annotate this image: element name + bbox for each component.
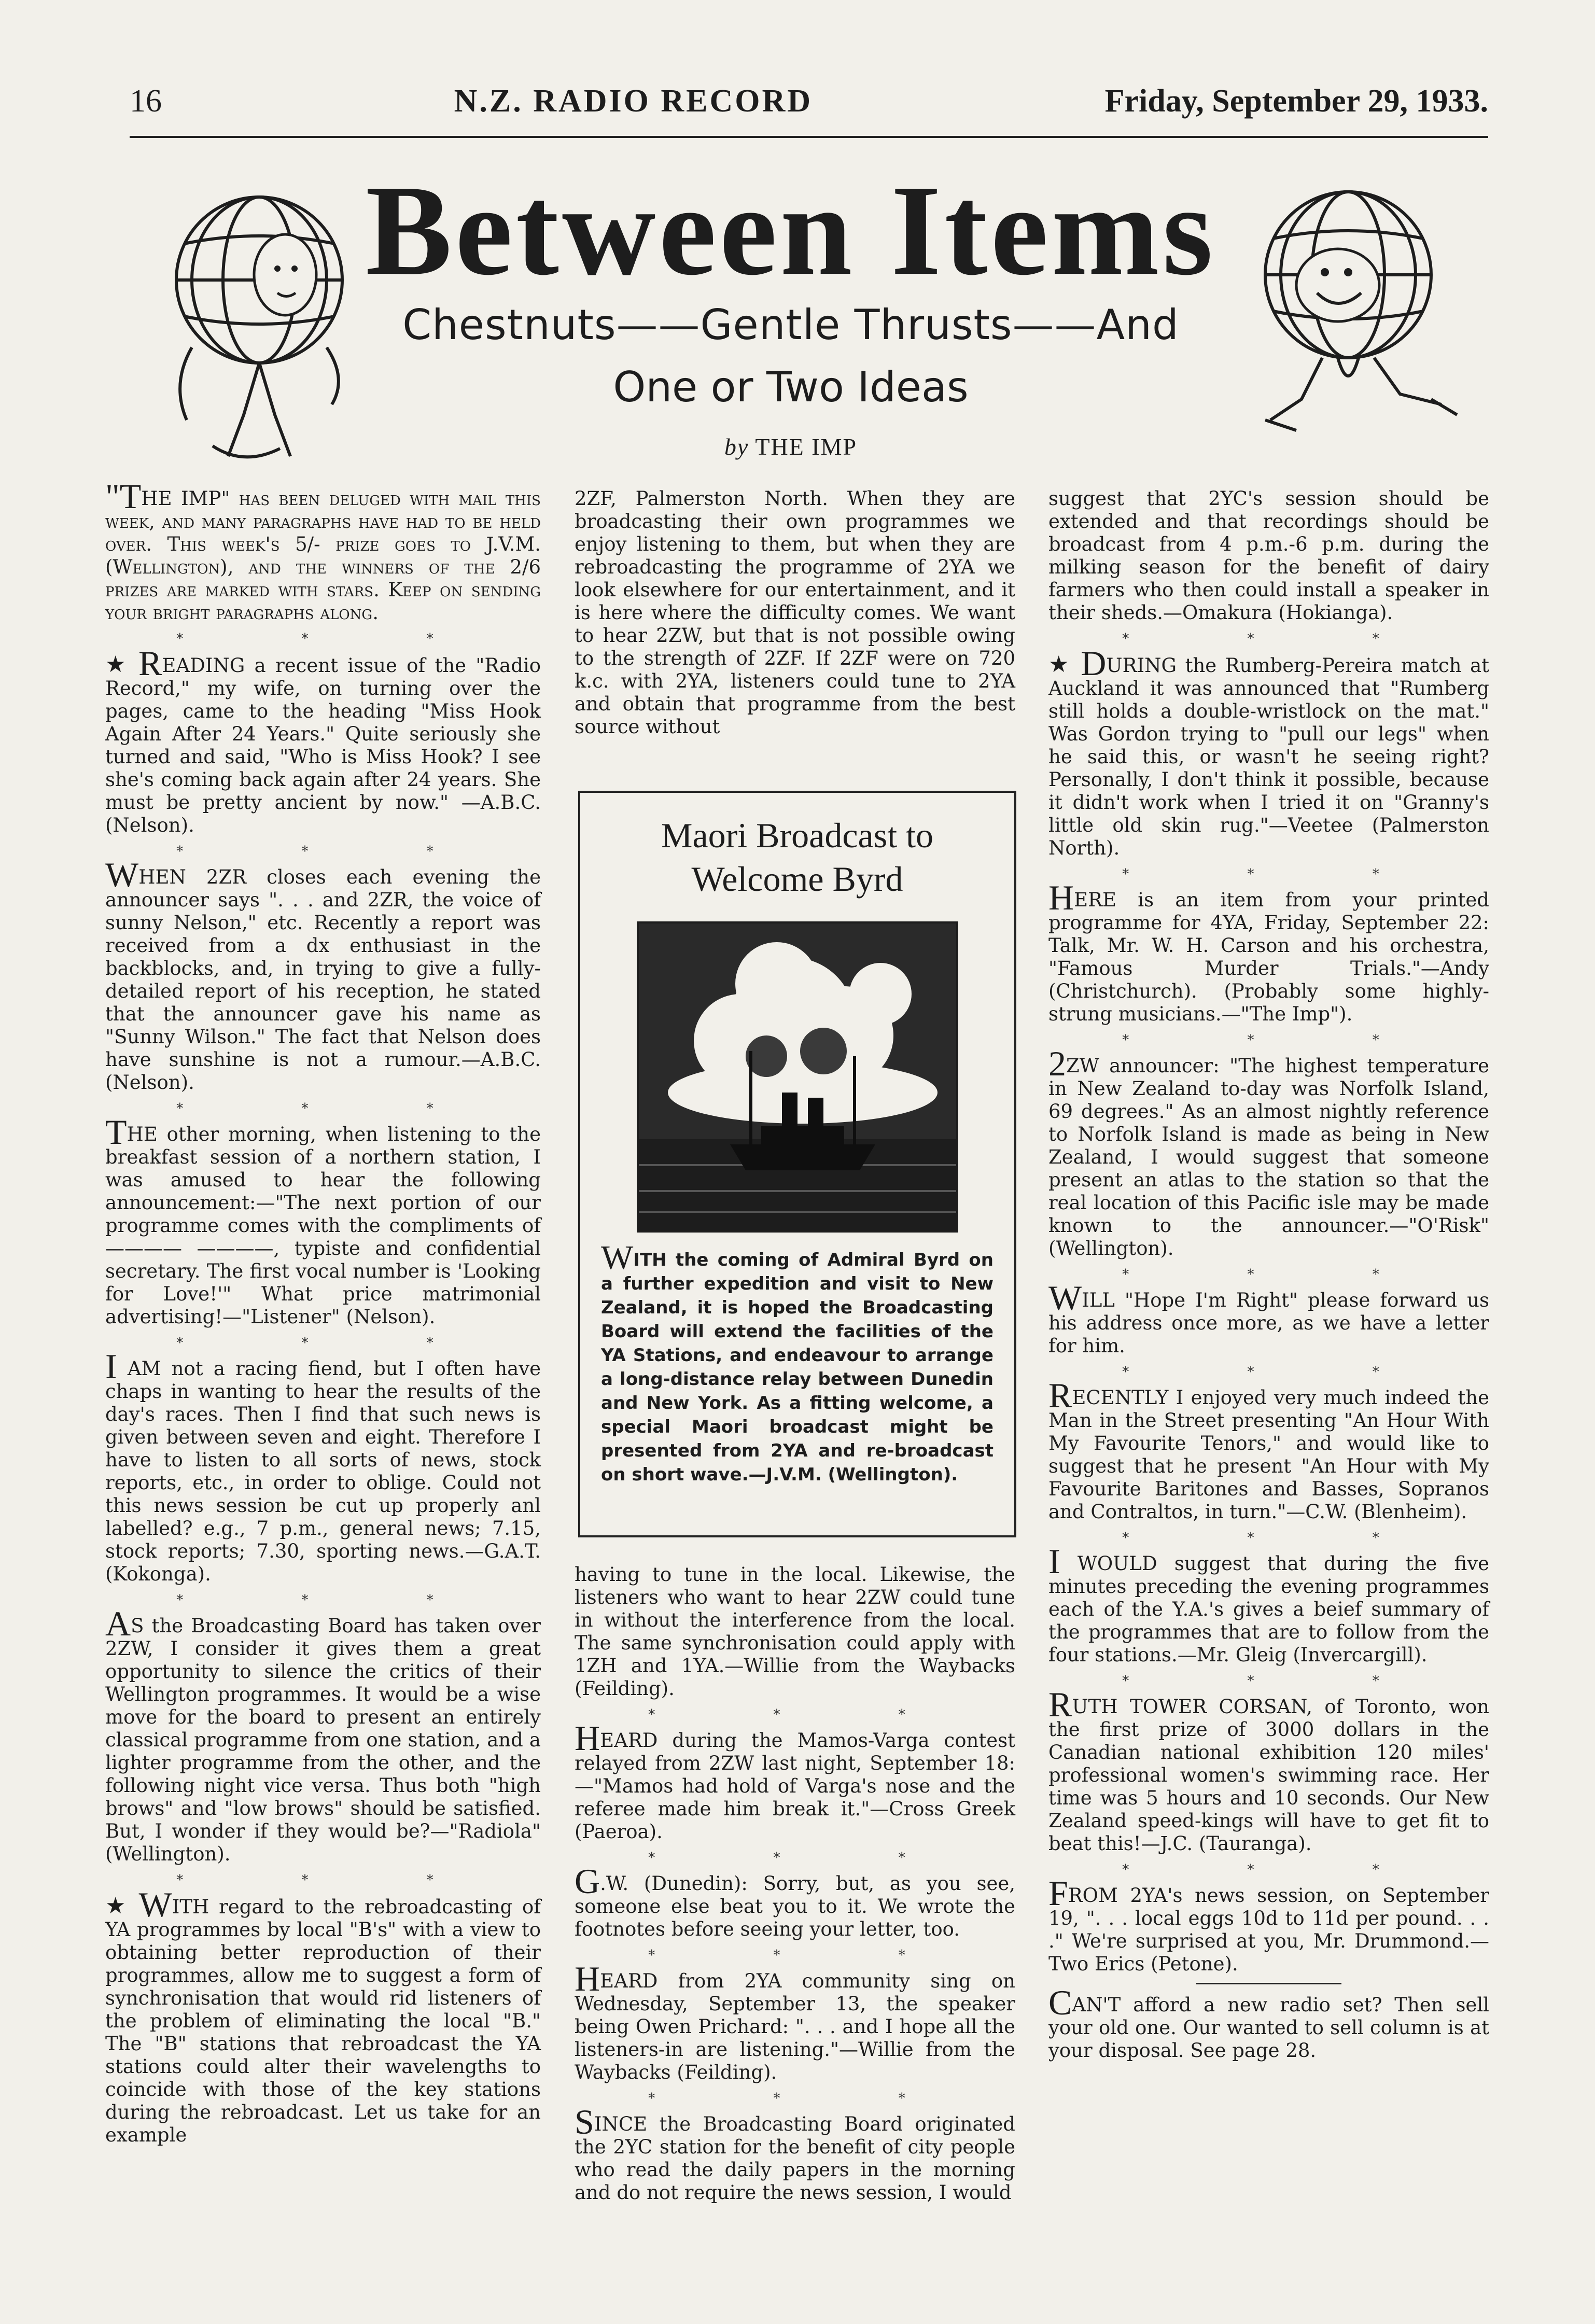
paragraph-4ya-programme	[1048, 878, 1489, 1026]
paragraph-text: UTH TOWER CORSAN, of Toronto, won the first prize of 3000 dollars in the Canadian national exhibition 120 miles' professional women's swimming race. Her time was 5 hours and 10 seconds. Our New Zealand speed-kings will have to get fit to beat this!—J.C. (Tauranga).	[1048, 1696, 1489, 1855]
prize-star-icon: ★	[105, 651, 130, 678]
drop-cap: G	[575, 1861, 600, 1901]
paragraph-mamos-varga	[575, 1718, 1015, 1843]
byline	[363, 433, 1219, 460]
separator: * * *	[1122, 1364, 1436, 1380]
column-1	[105, 477, 541, 2150]
byline-author: THE IMP	[755, 433, 858, 460]
paragraph-text: ROM 2YA's news session, on September 19, ". . . local eggs 10d to 11d per pound. . . ." We're surprised at you, Mr. Drummond.—Two Erics (Petone).	[1048, 1884, 1489, 1975]
column-3	[1048, 487, 1489, 2065]
drop-cap: W	[1048, 1278, 1082, 1318]
drop-cap: R	[138, 643, 162, 683]
paragraph-text: EARD during the Mamos-Varga contest relayed from 2ZW last night, September 18:—"Mamos had hold of Varga's nose and the referee made him break it."—Cross Greek (Paeroa).	[575, 1729, 1015, 1843]
paragraph-local-tuning: having to tune in the local. Likewise, the listeners who want to hear 2ZW could tune in without the interference from the local. The same synchronisation could apply with 1ZH and 1YA.—Willie from the Waybacks (Feilding).	[575, 1563, 1015, 1700]
drop-cap: I	[105, 1347, 117, 1386]
article-subtitle-line2: One or Two Ideas	[613, 363, 969, 411]
separator: * * *	[648, 1948, 962, 1963]
paragraph-text: HE IMP" has been deluged with mail this week, and many paragraphs have had to be held over. This week's 5/- prize goes to J.V.M. (Wellington), and the winners of the 2/6 prizes are marked with stars. Keep on sending your bright paragraphs along.	[105, 487, 541, 624]
drop-cap: H	[1048, 878, 1074, 917]
separator: * * *	[648, 1850, 962, 1866]
paragraph-2yc-continued: suggest that 2YC's session should be extended and that recordings should be broadcast from 4 p.m.-6 p.m. during the milking season for the benefit of dairy farmers who then could install a speaker in their sheds.—Omakura (Hokianga).	[1048, 487, 1489, 624]
separator: * * *	[1122, 1267, 1436, 1282]
paragraph-intro	[105, 477, 541, 624]
paragraph-radio-set-ad	[1048, 1983, 1489, 2062]
prize-star-icon: ★	[105, 1893, 130, 1919]
separator: * * *	[1122, 866, 1436, 882]
paragraph-text: EARD from 2YA community sing on Wednesday, September 13, the speaker being Owen Prichard: ". . . and I hope all the listeners-in are listening."—Willie from the Waybacks (Feilding).	[575, 1970, 1015, 2083]
drop-cap: W	[138, 1885, 172, 1924]
drop-cap: F	[1048, 1873, 1068, 1913]
paragraph-text: ITH regard to the rebroadcasting of YA programmes by local "B's" with a view to obtaining better reproduction of their programmes, allow me to suggest a form of synchronisation that would rid listeners of the problem of eliminating the local "B." The "B" stations that rebroadcast the YA stations could alter their wavelengths to coincide with those of the key stations during the rebroadcast. Let us take for an example	[105, 1896, 541, 2146]
paragraph-broadcasting-board	[105, 1604, 541, 1866]
paragraph-rebroadcasting	[105, 1885, 541, 2147]
issue-date: Friday, September 29, 1933.	[1104, 83, 1488, 119]
paragraph-text: INCE the Broadcasting Board originated the 2YC station for the benefit of city people who read the daily papers in the morning and do not require the news session, I would	[575, 2113, 1015, 2204]
publication-name: N.Z. RADIO RECORD	[454, 83, 813, 119]
drop-cap: S	[575, 2102, 594, 2141]
column-2-bottom	[575, 1563, 1015, 2207]
paragraph-text: EADING a recent issue of the "Radio Record," my wife, on turning over the pages, came to the heading "Miss Hook Again After 24 Years." Quite seriously she turned and said, "Who is Miss Hook? I see she's coming back again after 24 years. She must be pretty ancient by now." —A.B.C. (Nelson).	[105, 654, 541, 836]
globe-woman-cartoon-icon	[156, 176, 373, 467]
drop-cap: I	[1048, 1542, 1060, 1581]
paragraph-2yc-station	[575, 2102, 1015, 2204]
article-title: Between Items	[365, 159, 1216, 302]
globe-man-cartoon-icon	[1234, 176, 1462, 467]
separator: * * *	[1122, 631, 1436, 647]
drop-cap: H	[575, 1959, 600, 1998]
section-end-rule	[1196, 1983, 1341, 1984]
box-title-line2: Welcome Byrd	[691, 859, 903, 899]
paragraph-dunedin-reply	[575, 1861, 1015, 1941]
boxed-item-maori-broadcast	[578, 791, 1016, 1537]
paragraph-text: S the Broadcasting Board has taken over 2ZW, I consider it gives them a great opportunity to silence the critics of their Wellington programmes. It would be a wise move for the board to present an entirely classical programme from one station, and a lighter programme from the other, and the following night vice versa. Thus both "high brows" and "low brows" should be satisfied. But, I wonder if they would be?—"Radiola" (Wellington).	[105, 1615, 541, 1865]
paragraph-community-sing	[575, 1959, 1015, 2084]
steamship-illustration-icon	[637, 921, 958, 1233]
drop-cap: C	[1048, 1983, 1072, 2022]
column-2-top	[575, 487, 1015, 741]
paragraph-text: AN'T afford a new radio set? Then sell your old one. Our wanted to sell column is at your disposal. See page 28.	[1048, 1994, 1489, 2062]
separator: * * *	[1122, 1032, 1436, 1048]
paragraph-racing	[105, 1347, 541, 1586]
separator: * * *	[176, 631, 491, 647]
drop-cap: 2	[1048, 1044, 1066, 1083]
separator: * * *	[176, 1872, 491, 1888]
paragraph-rumberg-pereira	[1048, 643, 1489, 860]
drop-cap: W	[601, 1239, 634, 1277]
paragraph-text: HE other morning, when listening to the breakfast session of a northern station, I was amused to hear the following announcement:—"The next portion of our programme comes with the compliments of ———— ————, typiste and confidential secretary. The first vocal number is 'Looking for Love!'" What price matrimonial advertising!—"Listener" (Nelson).	[105, 1123, 541, 1328]
separator: * * *	[1122, 1530, 1436, 1546]
paragraph-text: .W. (Dunedin): Sorry, but, as you see, someone else beat you to it. We wrote the footnotes before seeing your letter, too.	[575, 1872, 1015, 1940]
separator: * * *	[176, 1335, 491, 1351]
paragraph-text: HEN 2ZR closes each evening the announcer says ". . . and 2ZR, the voice of sunny Nelson," etc. Recently a report was received from a dx enthusiast in the backblocks, and, in trying to give a fully-detailed report of his reception, he stated that the announcer gave his name as "Sunny Wilson." The fact that Nelson does have sunshine is not a rumour.—A.B.C. (Nelson).	[105, 866, 541, 1094]
paragraph-norfolk-island	[1048, 1044, 1489, 1260]
page-number: 16	[130, 83, 162, 119]
drop-cap: W	[105, 855, 139, 894]
paragraph-ruth-tower-corsan	[1048, 1685, 1489, 1855]
paragraph-text: URING the Rumberg-Pereira match at Auckland it was announced that "Rumberg still holds a double-wristlock on the mat." Was Gordon trying to "pull our legs" when he said this, or wasn't he seeing right? Personally, I don't think it possible, because it didn't work when I tried it on "Granny's little old skin rug."—Veetee (Palmerston North).	[1048, 654, 1489, 859]
box-body	[601, 1239, 994, 1487]
drop-cap: D	[1081, 643, 1107, 683]
paragraph-text: ILL "Hope I'm Right" please forward us his address once more, as we have a letter for him.	[1048, 1289, 1489, 1357]
article-subtitle-line1: Chestnuts——Gentle Thrusts——And	[402, 301, 1179, 349]
drop-cap: A	[105, 1604, 131, 1643]
drop-cap: H	[575, 1718, 600, 1758]
separator: * * *	[648, 1707, 962, 1723]
box-title-line1: Maori Broadcast to	[661, 816, 933, 855]
paragraph-hope-im-right	[1048, 1278, 1489, 1357]
header-rule	[130, 136, 1488, 138]
paragraph-text: ERE is an item from your printed programme for 4YA, Friday, September 22: Talk, Mr. W. H. Carson and his orchestra, "Famous Murder Trials."—Andy (Christchurch). (Probably some highly-strung musicians.—"The Imp").	[1048, 889, 1489, 1025]
paragraph-text: ZW announcer: "The highest temperature in New Zealand to-day was Norfolk Island, 69 degrees." As an almost nightly reference to Norfolk Island is made as being in New Zealand, I would suggest that someone present an atlas to the station so that the real location of this Pacific isle may be made known to the announcer.—"O'Risk" (Wellington).	[1048, 1055, 1489, 1259]
drop-cap: "T	[105, 477, 142, 516]
box-title	[580, 814, 1014, 901]
separator: * * *	[1122, 1862, 1436, 1878]
paragraph-text: ECENTLY I enjoyed very much indeed the Man in the Street presenting "An Hour With My Favourite Tenors," and would like to suggest that he present "An Hour with My Favourite Baritones and Basses, Sopranos and Contraltos, in turn."—C.W. (Blenheim).	[1048, 1387, 1489, 1523]
byline-by: by	[724, 433, 749, 460]
paragraph-local-eggs	[1048, 1873, 1489, 1976]
paragraph-text: AM not a racing fiend, but I often have chaps in wanting to hear the results of the day's races. Then I find that such news is given between seven and eight. Therefore I have to listen to all sorts of news, stock reports, etc., in order to oblige. Could not this news session be cut up properly anl labelled? e.g., 7 p.m., general news; 7.15, stock reports; 7.30, sporting news.—G.A.T. (Kokonga).	[105, 1357, 541, 1585]
separator: * * *	[176, 1101, 491, 1116]
separator: * * *	[1122, 1673, 1436, 1689]
drop-cap: T	[105, 1112, 127, 1152]
drop-cap: R	[1048, 1376, 1072, 1415]
separator: * * *	[176, 844, 491, 859]
separator: * * *	[648, 2091, 962, 2106]
page-header	[130, 78, 1488, 124]
paragraph-breakfast-session	[105, 1112, 541, 1328]
paragraph-2zf-continued: 2ZF, Palmerston North. When they are broadcasting their own programmes we enjoy listening to them, but when they are rebroadcasting the programme of 2YA we look elsewhere for our entertainment, and it is here where the difficulty comes. We want to hear 2ZW, but that is not possible owing to the strength of 2ZF. If 2ZF were on 720 k.c. with 2YA, listeners could tune to 2YA and obtain that programme from the best source without	[575, 487, 1015, 738]
separator: * * *	[176, 1592, 491, 1608]
drop-cap: R	[1048, 1685, 1072, 1724]
paragraph-programme-summary	[1048, 1542, 1489, 1667]
paragraph-favourite-tenors	[1048, 1376, 1489, 1523]
box-body-text: ITH the coming of Admiral Byrd on a further expedition and visit to New Zealand, it is hoped the Broadcasting Board will extend the facilities of the YA Stations, and endeavour to arrange a long-distance relay between Dunedin and New York. As a fitting welcome, a special Maori broadcast might be presented from 2YA and re-broadcast on short wave.—J.V.M. (Wellington).	[601, 1250, 994, 1485]
paragraph-text: WOULD suggest that during the five minutes preceding the evening programmes each of the Y.A.'s gives a beief summary of the programmes that are to follow from the four stations.—Mr. Gleig (Invercargill).	[1048, 1552, 1489, 1666]
paragraph-miss-hook	[105, 643, 541, 837]
prize-star-icon: ★	[1048, 651, 1072, 678]
paragraph-sunny-nelson	[105, 855, 541, 1094]
